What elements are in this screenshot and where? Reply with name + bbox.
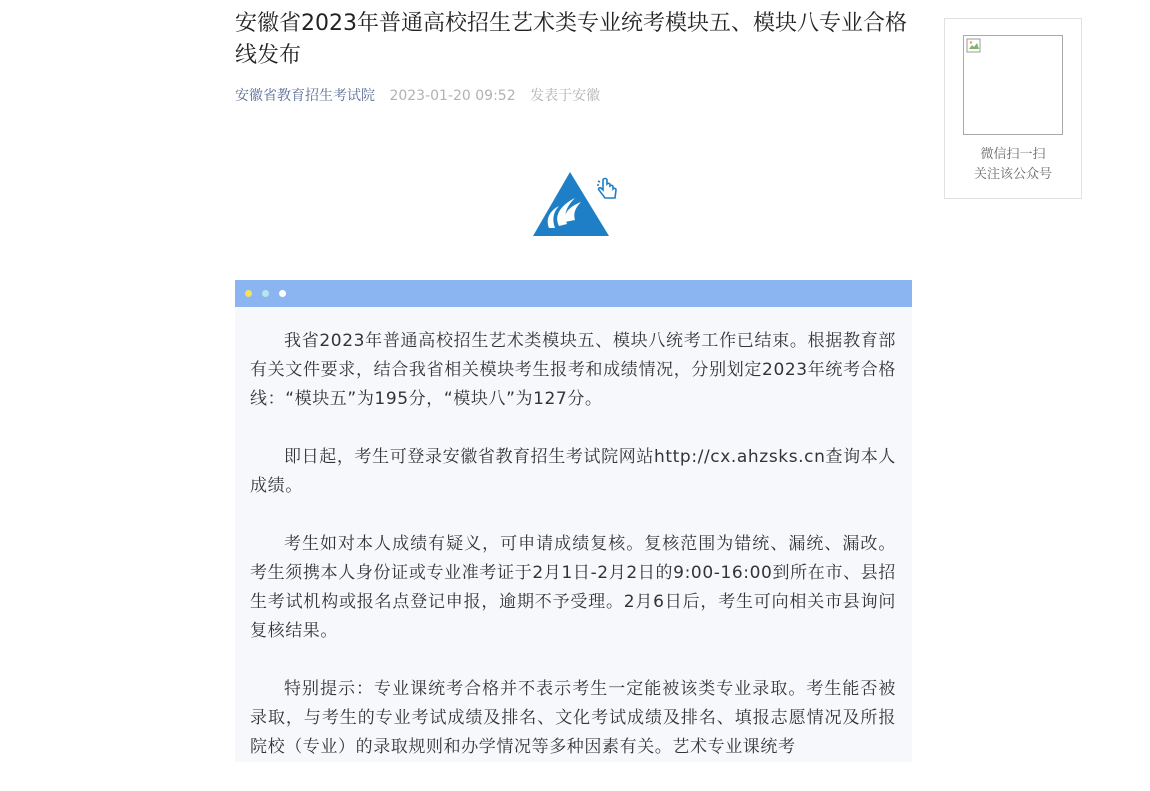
publish-time: 2023-01-20 09:52 <box>389 88 516 104</box>
white-dot-icon <box>279 290 286 297</box>
article <box>235 8 912 791</box>
article-content <box>235 307 912 762</box>
paragraph: 我省2023年普通高校招生艺术类模块五、模块八统考工作已结束。根据教育部有关文件要求，结合我省相关模块考生报考和成绩情况，分别划定2023年统考合格线：“模块五”为195分，“模块八”为127分。 <box>250 331 896 409</box>
logo-area <box>235 120 912 280</box>
article-title: 安徽省2023年普通高校招生艺术类专业统考模块五、模块八专业合格线发布 <box>235 11 907 68</box>
publish-location: 发表于安徽 <box>530 88 601 104</box>
qr-code-image[interactable] <box>963 35 1063 135</box>
broken-image-icon <box>966 38 982 54</box>
qr-caption-line2: 关注该公众号 <box>973 167 1052 182</box>
paragraph: 考生如对本人成绩有疑义，可申请成绩复核。复核范围为错统、漏统、漏改。考生须携本人身份证或专业准考证于2月1日-2月2日的9:00-16:00到所在市、县招生考试机构或报名点登记申报，逾期不予受理。2月6日后，考生可向相关市县询问复核结果。 <box>250 534 896 641</box>
paragraph: 即日起，考生可登录安徽省教育招生考试院网站http://cx.ahzsks.cn查询本人成绩。 <box>250 447 896 496</box>
article-meta <box>235 86 912 106</box>
cyan-dot-icon <box>262 290 269 297</box>
yellow-dot-icon <box>245 290 252 297</box>
section-header-strip <box>235 280 912 307</box>
article-body-box <box>235 280 912 762</box>
qr-caption <box>945 145 1081 185</box>
account-name-link[interactable]: 安徽省教育招生考试院 <box>235 88 375 104</box>
exam-authority-logo-icon <box>533 168 625 242</box>
qr-code-card <box>944 18 1082 199</box>
qr-caption-line1: 微信扫一扫 <box>980 147 1046 162</box>
paragraph: 特别提示：专业课统考合格并不表示考生一定能被该类专业录取。考生能否被录取，与考生的专业考试成绩及排名、文化考试成绩及排名、填报志愿情况及所报院校（专业）的录取规则和办学情况等多种因素有关。艺术专业课统考 <box>250 679 896 757</box>
